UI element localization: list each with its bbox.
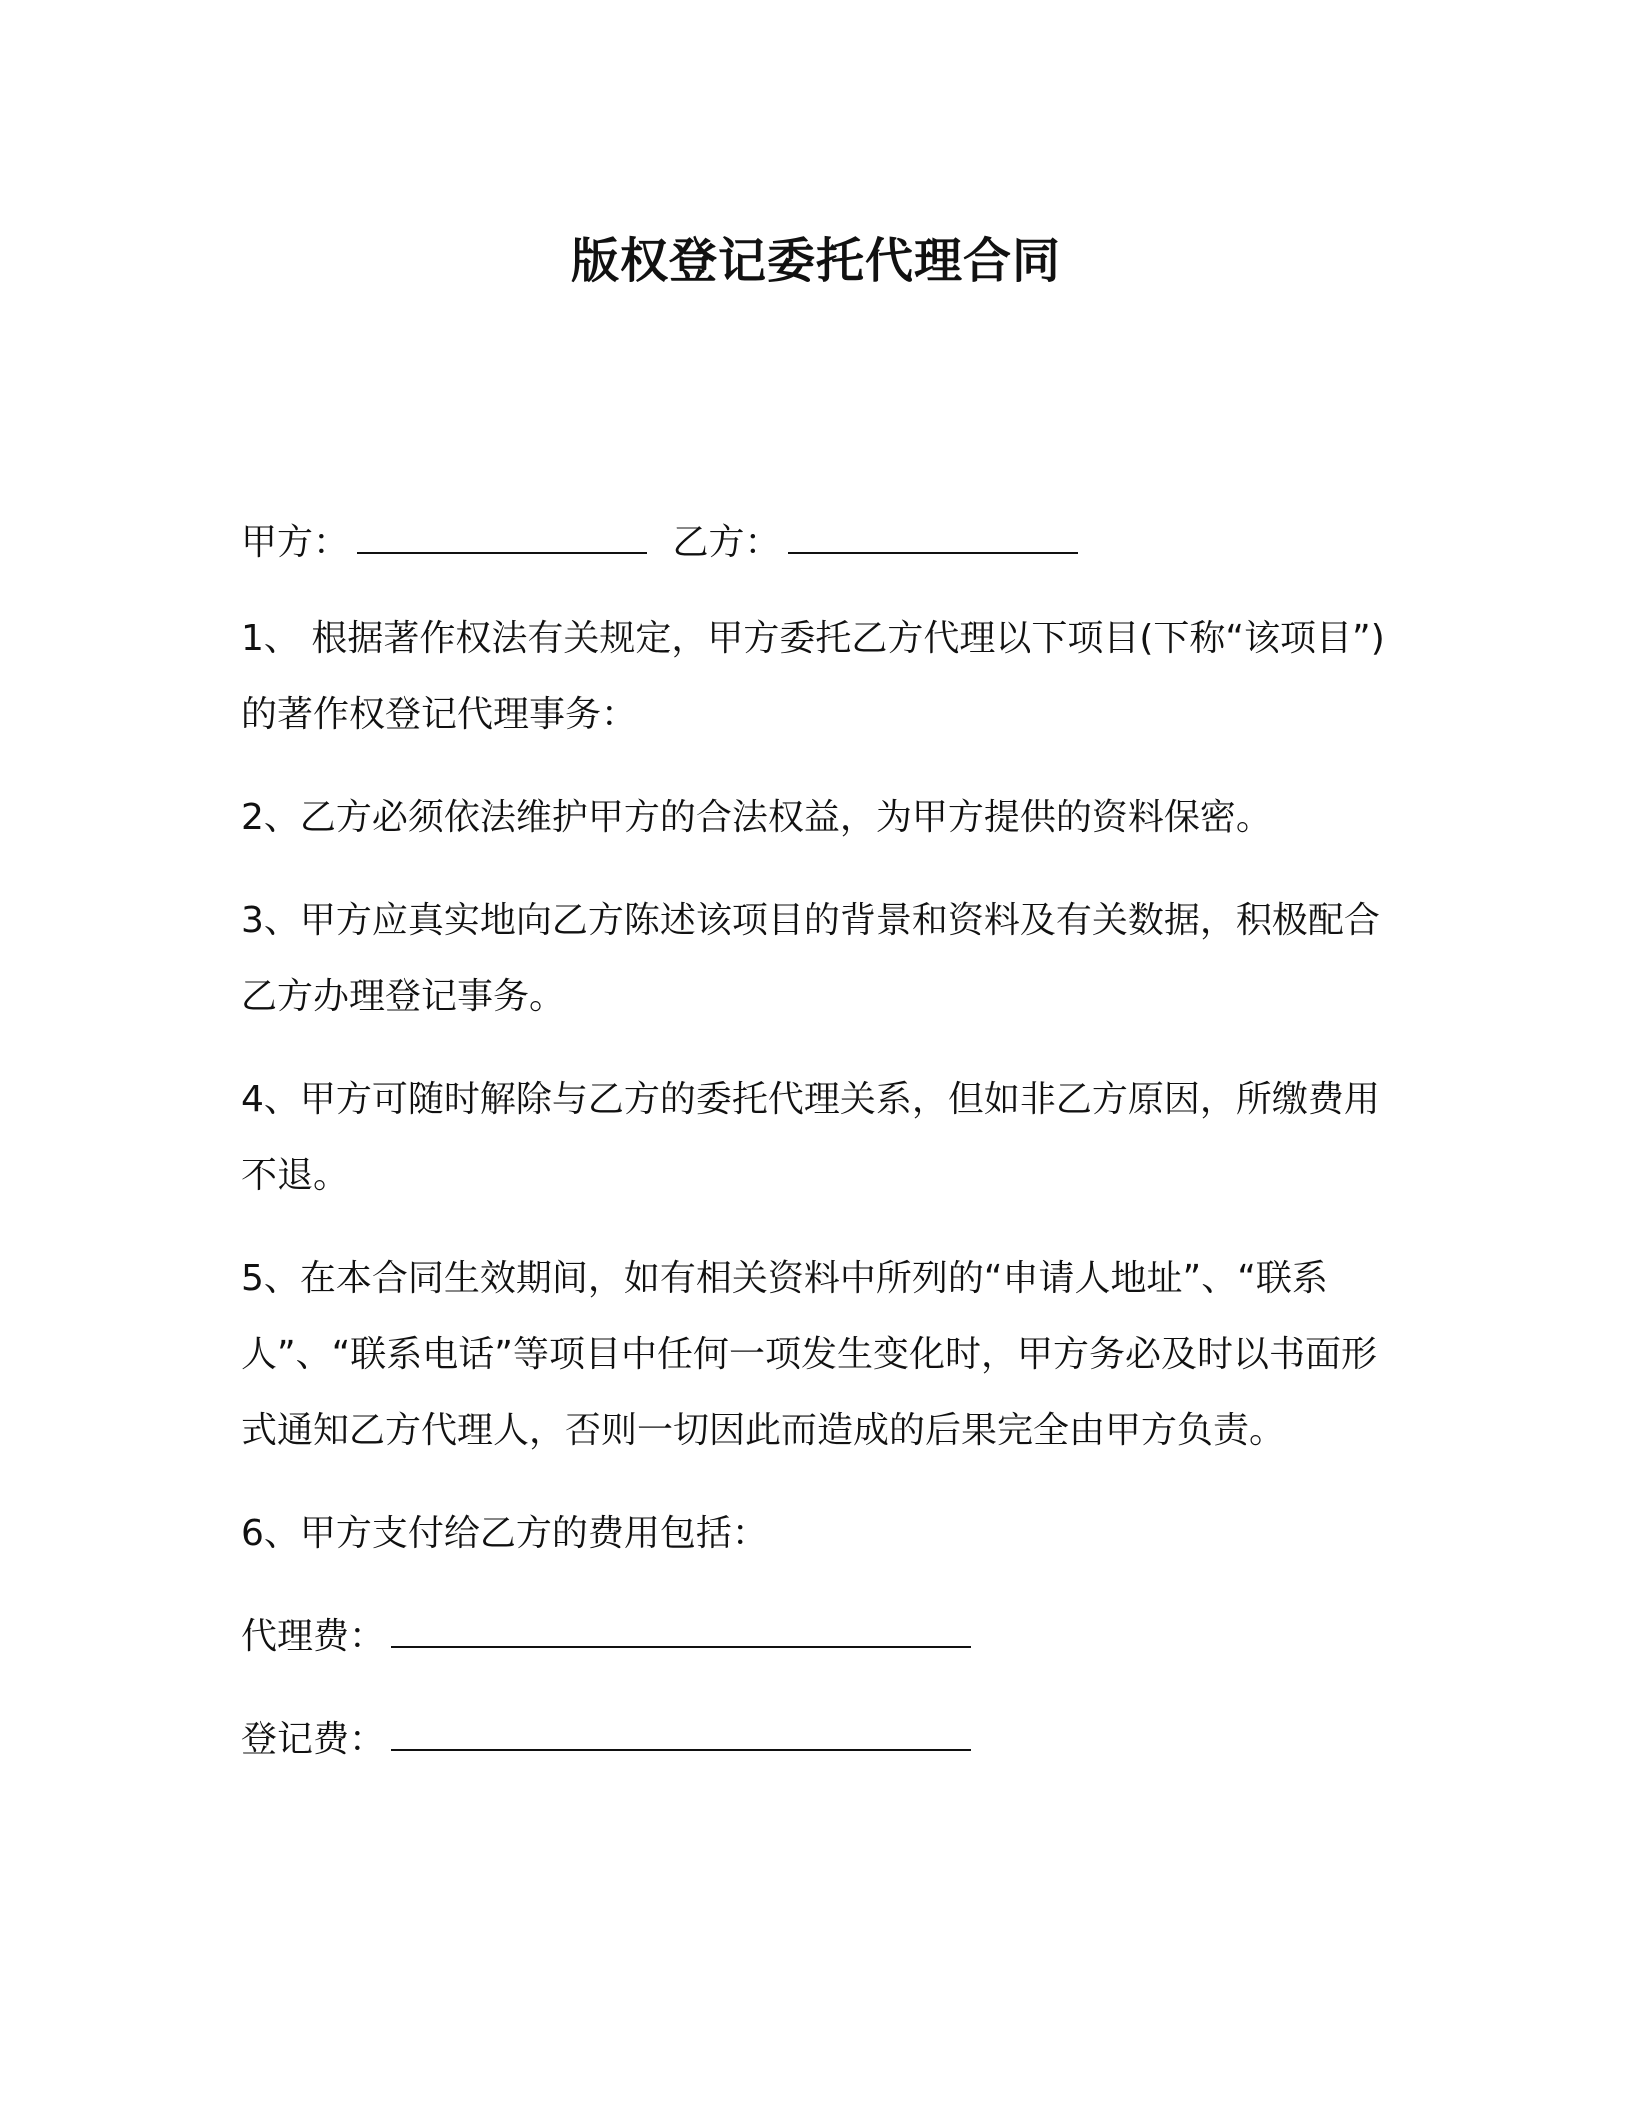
agency-fee-label: 代理费： <box>241 1616 386 1657</box>
registration-fee-line <box>241 1702 1386 1778</box>
clause-5: 5、在本合同生效期间，如有相关资料中所列的“申请人地址”、“联系人”、“联系电话”等项目中任何一项发生变化时，甲方务必及时以书面形式通知乙方代理人，否则一切因此而造成的后果完全由甲方负责。 <box>241 1258 1377 1451</box>
registration-fee-label: 登记费： <box>241 1719 386 1760</box>
party-b-label: 乙方： <box>672 522 781 563</box>
registration-fee-blank <box>391 1723 971 1751</box>
clause-3: 3、甲方应真实地向乙方陈述该项目的背景和资料及有关数据，积极配合乙方办理登记事务。 <box>241 900 1380 1017</box>
clause-2: 2、乙方必须依法维护甲方的合法权益，为甲方提供的资料保密。 <box>241 797 1272 838</box>
party-a-label: 甲方： <box>241 522 350 563</box>
party-a-blank <box>357 526 647 554</box>
page-title: 版权登记委托代理合同 <box>570 233 1061 289</box>
agency-fee-blank <box>391 1620 971 1648</box>
parties-line <box>241 505 1386 581</box>
clause-4: 4、甲方可随时解除与乙方的委托代理关系，但如非乙方原因，所缴费用不退。 <box>241 1079 1380 1196</box>
party-b-blank <box>788 526 1078 554</box>
clause-1: 1、 根据著作权法有关规定，甲方委托乙方代理以下项目(下称“该项目”)的著作权登记代理事务： <box>241 618 1385 735</box>
clause-6: 6、甲方支付给乙方的费用包括： <box>241 1513 768 1554</box>
contract-body <box>241 505 1386 1805</box>
agency-fee-line <box>241 1599 1386 1675</box>
